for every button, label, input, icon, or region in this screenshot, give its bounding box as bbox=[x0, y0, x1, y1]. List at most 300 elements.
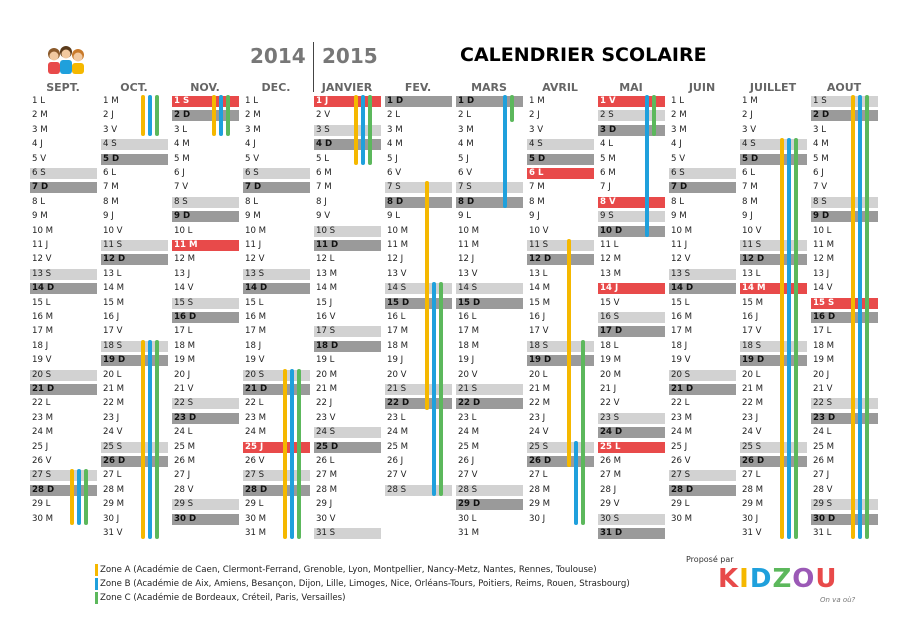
day-cell: 3 L bbox=[172, 125, 239, 136]
day-cell: 3 M bbox=[669, 125, 736, 136]
day-cell: 21 V bbox=[811, 384, 878, 395]
day-cell: 14 J bbox=[598, 283, 665, 294]
day-cell: 20 S bbox=[243, 370, 310, 381]
month-header: DEC. bbox=[261, 81, 291, 94]
day-cell: 9 J bbox=[101, 211, 168, 222]
day-cell: 1 L bbox=[30, 96, 97, 107]
day-cell: 4 S bbox=[101, 139, 168, 150]
day-cell: 25 S bbox=[101, 442, 168, 453]
vacation-bar bbox=[851, 95, 855, 539]
day-cell: 8 L bbox=[243, 197, 310, 208]
vacation-bar bbox=[780, 138, 784, 539]
day-cell: 29 J bbox=[314, 499, 381, 510]
day-cell: 27 J bbox=[811, 470, 878, 481]
day-cell: 9 D bbox=[172, 211, 239, 222]
day-cell: 11 M bbox=[811, 240, 878, 251]
day-cell: 10 M bbox=[669, 226, 736, 237]
day-cell: 27 J bbox=[172, 470, 239, 481]
vacation-bar bbox=[787, 138, 791, 539]
day-cell: 13 J bbox=[172, 269, 239, 280]
brand-logo[interactable] bbox=[718, 564, 838, 594]
day-cell: 3 M bbox=[30, 125, 97, 136]
month-header: AOUT bbox=[826, 81, 862, 94]
day-cell: 21 M bbox=[740, 384, 807, 395]
day-cell: 10 V bbox=[740, 226, 807, 237]
day-cell: 5 D bbox=[527, 154, 594, 165]
day-cell: 6 L bbox=[740, 168, 807, 179]
day-cell: 14 D bbox=[30, 283, 97, 294]
day-cell: 22 J bbox=[314, 398, 381, 409]
day-cell: 19 D bbox=[740, 355, 807, 366]
day-cell: 26 D bbox=[740, 456, 807, 467]
day-cell: 7 M bbox=[101, 182, 168, 193]
day-cell: 26 V bbox=[30, 456, 97, 467]
vacation-bar bbox=[425, 181, 429, 409]
day-cell: 16 D bbox=[172, 312, 239, 323]
day-cell: 17 M bbox=[456, 326, 523, 337]
day-cell: 13 J bbox=[811, 269, 878, 280]
zone-c-legend: Zone C (Académie de Bordeaux, Créteil, Paris, Versailles) bbox=[100, 593, 346, 603]
day-cell: 25 L bbox=[598, 442, 665, 453]
day-cell: 21 D bbox=[669, 384, 736, 395]
day-cell: 1 J bbox=[314, 96, 381, 107]
day-cell: 14 M bbox=[527, 283, 594, 294]
vacation-bar bbox=[432, 282, 436, 496]
vacation-bar bbox=[503, 95, 507, 208]
year-start: 2014 bbox=[250, 44, 306, 68]
day-cell: 1 L bbox=[669, 96, 736, 107]
day-cell: 1 V bbox=[598, 96, 665, 107]
day-cell: 5 V bbox=[669, 154, 736, 165]
day-cell: 27 S bbox=[243, 470, 310, 481]
day-cell: 12 D bbox=[740, 254, 807, 265]
day-cell: 6 L bbox=[101, 168, 168, 179]
vacation-bar bbox=[155, 95, 159, 136]
day-cell: 26 M bbox=[172, 456, 239, 467]
day-cell: 2 D bbox=[811, 110, 878, 121]
day-cell: 24 M bbox=[243, 427, 310, 438]
day-cell: 19 J bbox=[385, 355, 452, 366]
day-cell: 1 M bbox=[740, 96, 807, 107]
brand-tagline: On va où? bbox=[820, 596, 856, 604]
day-cell: 28 V bbox=[172, 485, 239, 496]
day-cell: 2 J bbox=[740, 110, 807, 121]
day-cell: 13 L bbox=[740, 269, 807, 280]
day-cell: 28 S bbox=[385, 485, 452, 496]
day-cell: 4 M bbox=[456, 139, 523, 150]
day-cell: 7 M bbox=[314, 182, 381, 193]
day-cell: 30 L bbox=[456, 514, 523, 525]
day-cell: 18 J bbox=[30, 341, 97, 352]
day-cell: 5 J bbox=[385, 154, 452, 165]
day-cell: 9 J bbox=[740, 211, 807, 222]
day-cell: 28 M bbox=[527, 485, 594, 496]
day-cell: 25 D bbox=[314, 442, 381, 453]
day-cell: 20 M bbox=[314, 370, 381, 381]
day-cell: 30 M bbox=[669, 514, 736, 525]
day-cell: 15 J bbox=[314, 298, 381, 309]
vacation-bar bbox=[645, 95, 649, 237]
day-cell: 28 D bbox=[243, 485, 310, 496]
day-cell: 4 L bbox=[598, 139, 665, 150]
day-cell: 19 D bbox=[101, 355, 168, 366]
day-cell: 31 M bbox=[456, 528, 523, 539]
day-cell: 17 V bbox=[740, 326, 807, 337]
day-cell: 29 M bbox=[101, 499, 168, 510]
day-cell: 27 S bbox=[669, 470, 736, 481]
vacation-bar bbox=[510, 95, 514, 122]
day-cell: 20 S bbox=[669, 370, 736, 381]
vacation-bar bbox=[794, 138, 798, 539]
day-cell: 14 D bbox=[669, 283, 736, 294]
day-cell: 25 J bbox=[669, 442, 736, 453]
day-cell: 2 M bbox=[669, 110, 736, 121]
day-cell: 14 V bbox=[811, 283, 878, 294]
day-cell: 12 D bbox=[101, 254, 168, 265]
day-cell: 14 M bbox=[314, 283, 381, 294]
day-cell: 3 M bbox=[385, 125, 452, 136]
day-cell: 22 L bbox=[30, 398, 97, 409]
day-cell: 13 V bbox=[456, 269, 523, 280]
day-cell: 24 L bbox=[172, 427, 239, 438]
page-title: CALENDRIER SCOLAIRE bbox=[460, 44, 707, 66]
day-cell: 29 M bbox=[740, 499, 807, 510]
day-cell: 23 J bbox=[527, 413, 594, 424]
day-cell: 6 M bbox=[314, 168, 381, 179]
day-cell: 16 L bbox=[456, 312, 523, 323]
day-cell: 16 J bbox=[101, 312, 168, 323]
day-cell: 6 V bbox=[385, 168, 452, 179]
day-cell: 1 M bbox=[527, 96, 594, 107]
day-cell: 9 D bbox=[811, 211, 878, 222]
day-cell: 4 S bbox=[740, 139, 807, 150]
day-cell: 7 D bbox=[669, 182, 736, 193]
day-cell: 1 D bbox=[456, 96, 523, 107]
brand-letter: Z bbox=[772, 564, 793, 594]
vacation-bar bbox=[574, 441, 578, 525]
day-cell: 22 D bbox=[385, 398, 452, 409]
day-cell: 15 S bbox=[172, 298, 239, 309]
day-cell: 12 M bbox=[598, 254, 665, 265]
brand-letter: D bbox=[749, 564, 773, 594]
vacation-bar bbox=[865, 95, 869, 539]
day-cell: 5 L bbox=[314, 154, 381, 165]
day-cell: 18 S bbox=[101, 341, 168, 352]
day-cell: 28 J bbox=[598, 485, 665, 496]
day-cell: 22 L bbox=[669, 398, 736, 409]
day-cell: 17 M bbox=[243, 326, 310, 337]
day-cell: 31 L bbox=[811, 528, 878, 539]
day-cell: 20 V bbox=[456, 370, 523, 381]
day-cell: 4 M bbox=[385, 139, 452, 150]
vacation-bar bbox=[155, 340, 159, 540]
day-cell: 6 L bbox=[527, 168, 594, 179]
day-cell: 31 S bbox=[314, 528, 381, 539]
day-cell: 15 S bbox=[811, 298, 878, 309]
day-cell: 6 M bbox=[598, 168, 665, 179]
day-cell: 11 M bbox=[172, 240, 239, 251]
day-cell: 28 M bbox=[101, 485, 168, 496]
day-cell: 20 J bbox=[172, 370, 239, 381]
day-cell: 15 D bbox=[456, 298, 523, 309]
day-cell: 24 M bbox=[669, 427, 736, 438]
day-cell: 11 J bbox=[669, 240, 736, 251]
day-cell: 27 L bbox=[527, 470, 594, 481]
day-cell: 24 V bbox=[527, 427, 594, 438]
day-cell: 25 M bbox=[811, 442, 878, 453]
vacation-bar bbox=[148, 95, 152, 136]
day-cell: 23 J bbox=[740, 413, 807, 424]
day-cell: 5 D bbox=[101, 154, 168, 165]
vacation-bar bbox=[368, 95, 372, 165]
day-cell: 16 S bbox=[598, 312, 665, 323]
day-cell: 7 J bbox=[598, 182, 665, 193]
day-cell: 30 J bbox=[101, 514, 168, 525]
day-cell: 9 L bbox=[456, 211, 523, 222]
month-header: JUIN bbox=[688, 81, 716, 94]
day-cell: 19 M bbox=[598, 355, 665, 366]
day-cell: 19 M bbox=[172, 355, 239, 366]
day-cell: 3 V bbox=[740, 125, 807, 136]
day-cell: 5 V bbox=[30, 154, 97, 165]
day-cell: 9 L bbox=[385, 211, 452, 222]
day-cell: 12 L bbox=[314, 254, 381, 265]
day-cell: 9 M bbox=[30, 211, 97, 222]
day-cell: 15 L bbox=[30, 298, 97, 309]
month-header: JANVIER bbox=[321, 81, 373, 94]
day-cell: 30 D bbox=[811, 514, 878, 525]
day-cell: 27 V bbox=[385, 470, 452, 481]
day-cell: 24 V bbox=[740, 427, 807, 438]
month-header: MARS bbox=[471, 81, 507, 94]
day-cell: 22 V bbox=[598, 398, 665, 409]
day-cell: 29 L bbox=[30, 499, 97, 510]
day-cell: 29 L bbox=[243, 499, 310, 510]
day-cell: 3 M bbox=[243, 125, 310, 136]
day-cell: 26 V bbox=[669, 456, 736, 467]
day-cell: 17 M bbox=[30, 326, 97, 337]
vacation-bar bbox=[858, 95, 862, 539]
day-cell: 26 M bbox=[811, 456, 878, 467]
day-cell: 16 M bbox=[243, 312, 310, 323]
day-cell: 6 J bbox=[172, 168, 239, 179]
day-cell: 11 J bbox=[30, 240, 97, 251]
day-cell: 11 M bbox=[385, 240, 452, 251]
day-cell: 21 M bbox=[101, 384, 168, 395]
day-cell: 2 D bbox=[172, 110, 239, 121]
day-cell: 7 M bbox=[740, 182, 807, 193]
day-cell: 21 S bbox=[385, 384, 452, 395]
day-cell: 30 J bbox=[740, 514, 807, 525]
day-cell: 8 M bbox=[527, 197, 594, 208]
day-cell: 30 M bbox=[30, 514, 97, 525]
day-cell: 1 M bbox=[101, 96, 168, 107]
day-cell: 1 S bbox=[172, 96, 239, 107]
day-cell: 18 L bbox=[598, 341, 665, 352]
day-cell: 2 J bbox=[527, 110, 594, 121]
day-cell: 21 M bbox=[314, 384, 381, 395]
day-cell: 8 J bbox=[314, 197, 381, 208]
day-cell: 7 S bbox=[385, 182, 452, 193]
day-cell: 9 V bbox=[314, 211, 381, 222]
day-cell: 15 V bbox=[598, 298, 665, 309]
day-cell: 8 L bbox=[669, 197, 736, 208]
day-cell: 6 J bbox=[811, 168, 878, 179]
day-cell: 7 V bbox=[811, 182, 878, 193]
day-cell: 13 L bbox=[101, 269, 168, 280]
vacation-bar bbox=[226, 95, 230, 136]
day-cell: 22 M bbox=[740, 398, 807, 409]
day-cell: 17 L bbox=[172, 326, 239, 337]
vacation-bar bbox=[297, 369, 301, 540]
day-cell: 8 S bbox=[811, 197, 878, 208]
day-cell: 8 M bbox=[101, 197, 168, 208]
day-cell: 13 M bbox=[598, 269, 665, 280]
day-cell: 8 D bbox=[385, 197, 452, 208]
day-cell: 9 M bbox=[669, 211, 736, 222]
day-cell: 27 V bbox=[456, 470, 523, 481]
day-cell: 17 D bbox=[598, 326, 665, 337]
day-cell: 14 M bbox=[740, 283, 807, 294]
day-cell: 5 M bbox=[172, 154, 239, 165]
day-cell: 16 L bbox=[385, 312, 452, 323]
month-header: MAI bbox=[619, 81, 643, 94]
day-cell: 19 V bbox=[243, 355, 310, 366]
day-cell: 27 L bbox=[740, 470, 807, 481]
zone-c-swatch bbox=[95, 592, 98, 604]
day-cell: 4 M bbox=[172, 139, 239, 150]
day-cell: 31 V bbox=[740, 528, 807, 539]
day-cell: 6 S bbox=[243, 168, 310, 179]
day-cell: 16 V bbox=[314, 312, 381, 323]
day-cell: 24 D bbox=[598, 427, 665, 438]
day-cell: 9 M bbox=[243, 211, 310, 222]
day-cell: 28 V bbox=[811, 485, 878, 496]
day-cell: 15 M bbox=[527, 298, 594, 309]
day-cell: 19 V bbox=[669, 355, 736, 366]
vacation-bar bbox=[219, 95, 223, 136]
day-cell: 18 M bbox=[385, 341, 452, 352]
day-cell: 22 S bbox=[172, 398, 239, 409]
vacation-bar bbox=[290, 369, 294, 540]
day-cell: 2 S bbox=[598, 110, 665, 121]
day-cell: 10 L bbox=[172, 226, 239, 237]
day-cell: 25 S bbox=[740, 442, 807, 453]
day-cell: 10 L bbox=[811, 226, 878, 237]
day-cell: 16 M bbox=[30, 312, 97, 323]
day-cell: 21 V bbox=[172, 384, 239, 395]
day-cell: 25 M bbox=[456, 442, 523, 453]
month-header: SEPT. bbox=[46, 81, 80, 94]
day-cell: 1 L bbox=[243, 96, 310, 107]
day-cell: 17 M bbox=[385, 326, 452, 337]
day-cell: 9 S bbox=[598, 211, 665, 222]
day-cell: 16 J bbox=[740, 312, 807, 323]
day-cell: 9 J bbox=[527, 211, 594, 222]
day-cell: 11 D bbox=[314, 240, 381, 251]
day-cell: 20 L bbox=[740, 370, 807, 381]
day-cell: 5 M bbox=[811, 154, 878, 165]
day-cell: 29 L bbox=[669, 499, 736, 510]
day-cell: 27 M bbox=[314, 470, 381, 481]
zone-a-legend: Zone A (Académie de Caen, Clermont-Ferrand, Grenoble, Lyon, Montpellier, Nancy-Metz, Nantes, Rennes, Toulouse) bbox=[100, 565, 597, 575]
day-cell: 26 D bbox=[527, 456, 594, 467]
day-cell: 21 D bbox=[243, 384, 310, 395]
day-cell: 19 M bbox=[811, 355, 878, 366]
day-cell: 29 D bbox=[456, 499, 523, 510]
day-cell: 15 L bbox=[243, 298, 310, 309]
day-cell: 5 D bbox=[740, 154, 807, 165]
day-cell: 18 J bbox=[243, 341, 310, 352]
day-cell: 18 S bbox=[740, 341, 807, 352]
day-cell: 22 S bbox=[811, 398, 878, 409]
day-cell: 15 D bbox=[385, 298, 452, 309]
day-cell: 1 S bbox=[811, 96, 878, 107]
vacation-bar bbox=[84, 469, 88, 525]
day-cell: 13 S bbox=[30, 269, 97, 280]
day-cell: 13 L bbox=[527, 269, 594, 280]
day-cell: 8 L bbox=[30, 197, 97, 208]
brand-letter: K bbox=[718, 564, 740, 594]
day-cell: 26 D bbox=[101, 456, 168, 467]
day-cell: 17 L bbox=[811, 326, 878, 337]
day-cell: 16 M bbox=[669, 312, 736, 323]
vacation-bar bbox=[361, 95, 365, 165]
vacation-bar bbox=[148, 340, 152, 540]
day-cell: 21 D bbox=[30, 384, 97, 395]
day-cell: 14 D bbox=[243, 283, 310, 294]
day-cell: 31 V bbox=[101, 528, 168, 539]
day-cell: 8 D bbox=[456, 197, 523, 208]
day-cell: 2 J bbox=[101, 110, 168, 121]
month-header: JUILLET bbox=[749, 81, 797, 94]
day-cell: 25 M bbox=[385, 442, 452, 453]
day-cell: 22 M bbox=[527, 398, 594, 409]
brand-letter: U bbox=[815, 564, 838, 594]
day-cell: 25 J bbox=[30, 442, 97, 453]
day-cell: 2 M bbox=[243, 110, 310, 121]
day-cell: 26 V bbox=[243, 456, 310, 467]
day-cell: 6 V bbox=[456, 168, 523, 179]
day-cell: 28 D bbox=[669, 485, 736, 496]
month-header: NOV. bbox=[190, 81, 220, 94]
day-cell: 3 L bbox=[811, 125, 878, 136]
day-cell: 29 M bbox=[527, 499, 594, 510]
vacation-bar bbox=[283, 369, 287, 540]
day-cell: 21 S bbox=[456, 384, 523, 395]
day-cell: 10 S bbox=[314, 226, 381, 237]
day-cell: 30 M bbox=[243, 514, 310, 525]
day-cell: 11 M bbox=[456, 240, 523, 251]
kids-illustration-icon bbox=[44, 44, 88, 78]
day-cell: 11 L bbox=[598, 240, 665, 251]
day-cell: 31 D bbox=[598, 528, 665, 539]
day-cell: 7 V bbox=[172, 182, 239, 193]
day-cell: 22 L bbox=[243, 398, 310, 409]
vacation-bar bbox=[567, 239, 571, 467]
vacation-bar bbox=[439, 282, 443, 496]
day-cell: 25 S bbox=[527, 442, 594, 453]
day-cell: 19 L bbox=[314, 355, 381, 366]
day-cell: 15 L bbox=[669, 298, 736, 309]
day-cell: 19 J bbox=[456, 355, 523, 366]
day-cell: 10 D bbox=[598, 226, 665, 237]
zone-a-swatch bbox=[95, 564, 98, 576]
day-cell: 24 L bbox=[811, 427, 878, 438]
day-cell: 18 M bbox=[811, 341, 878, 352]
day-cell: 13 M bbox=[314, 269, 381, 280]
day-cell: 17 S bbox=[314, 326, 381, 337]
